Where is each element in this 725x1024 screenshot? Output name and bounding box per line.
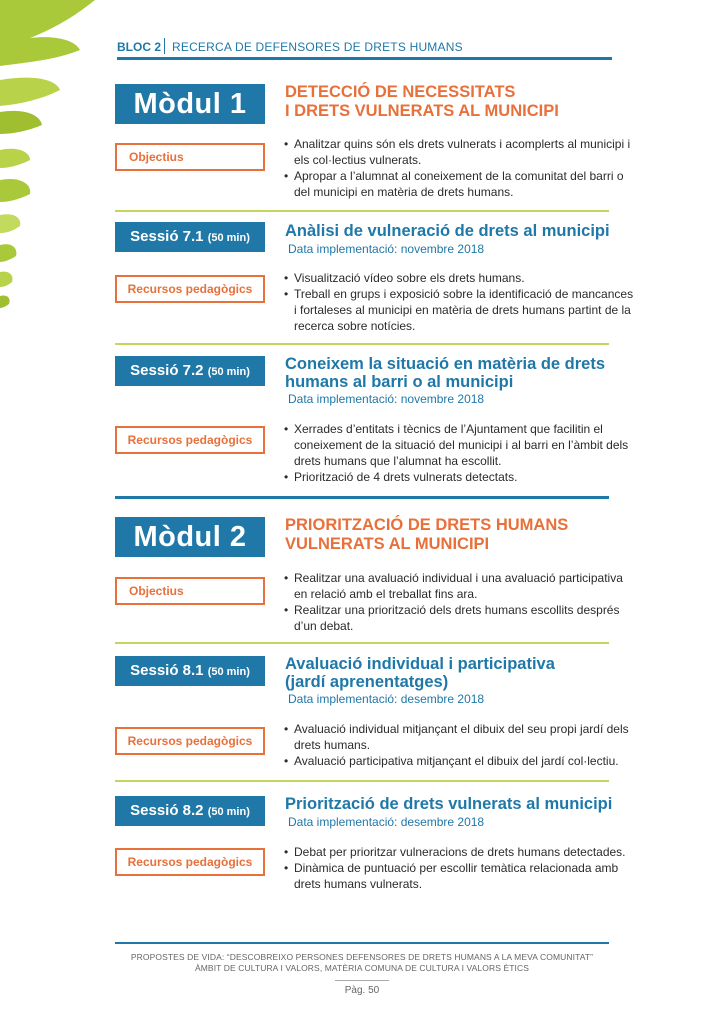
sessio-7-1-badge — [115, 222, 265, 252]
sessio-label: Sessió 7.1 — [130, 228, 204, 245]
section-divider — [115, 343, 609, 345]
modul-2-title-line2: VULNERATS AL MUNICIPI — [285, 535, 490, 553]
sessio-8-1-title-line2: (jardí aprenentatges) — [285, 673, 449, 691]
modul-1-badge: Mòdul 1 — [115, 84, 265, 124]
footer-line-1: PROPOSTES DE VIDA: “DESCOBREIXO PERSONES DEFENSORES DE DRETS HUMANS A LA MEVA COMUNITAT” — [130, 952, 594, 962]
sessio-8-2-recursos-label: Recursos pedagògics — [115, 848, 265, 876]
sessio-8-1-recursos-label: Recursos pedagògics — [115, 727, 265, 755]
list-item: • Avaluació individual mitjançant el dibuix del seu propi jardí dels drets humans. — [284, 721, 634, 753]
sessio-duration: (50 min) — [207, 806, 250, 818]
sessio-duration: (50 min) — [207, 666, 250, 678]
sessio-7-2-recursos-list — [284, 421, 634, 485]
sessio-7-1-title: Anàlisi de vulneració de drets al municipi — [285, 222, 610, 240]
sessio-duration: (50 min) — [207, 232, 250, 244]
list-item: • Analitzar quins són els drets vulnerats i acomplerts al municipi i els col·lectius vulnerats. — [284, 136, 634, 168]
sessio-8-1-badge — [115, 656, 265, 686]
sessio-label: Sessió 7.2 — [130, 362, 204, 379]
modul-1-title-line1: DETECCIÓ DE NECESSITATS — [285, 83, 516, 101]
list-item: • Xerrades d’entitats i tècnics de l’Ajuntament que facilitin el coneixement de la situació del municipi i al barri en l’àmbit dels drets humans que l’alumnat ha escollit. — [284, 421, 634, 469]
sessio-7-1-recursos-label: Recursos pedagògics — [115, 275, 265, 303]
list-item: • Realitzar una priorització dels drets humans escollits després d’un debat. — [284, 602, 634, 634]
list-item: • Apropar a l’alumnat al coneixement de la comunitat del barri o del municipi en matèria de drets humans. — [284, 168, 634, 200]
list-item: • Avaluació participativa mitjançant el dibuix del jardí col·lectiu. — [284, 753, 634, 769]
footer-rule — [115, 942, 609, 944]
sessio-7-2-title-line2: humans al barri o al municipi — [285, 373, 514, 391]
sessio-7-1-recursos-list — [284, 270, 634, 334]
sessio-7-2-date: Data implementació: novembre 2018 — [288, 392, 485, 406]
modul-2-objectius-label: Objectius — [115, 577, 265, 605]
modul-1-title-line2: I DRETS VULNERATS AL MUNICIPI — [285, 102, 559, 120]
sessio-8-1-title-line1: Avaluació individual i participativa — [285, 655, 555, 673]
footer-page-rule — [335, 980, 389, 981]
section-divider — [115, 642, 609, 644]
sessio-duration: (50 min) — [207, 366, 250, 378]
sessio-label: Sessió 8.2 — [130, 802, 204, 819]
list-item: • Dinàmica de puntuació per escollir temàtica relacionada amb drets humans vulnerats. — [284, 860, 634, 892]
modul-2-badge: Mòdul 2 — [115, 517, 265, 557]
sessio-7-2-badge — [115, 356, 265, 386]
bloc-label: BLOC 2 — [117, 40, 162, 54]
list-item: • Priorització de 4 drets vulnerats detectats. — [284, 469, 634, 485]
sessio-7-1-date: Data implementació: novembre 2018 — [288, 242, 485, 256]
footer-text — [115, 952, 609, 974]
page-number: Pàg. 50 — [344, 985, 380, 996]
modul-1-objectius-list — [284, 136, 634, 200]
section-divider — [115, 780, 609, 782]
footer-line-2: ÀMBIT DE CULTURA I VALORS, MATÈRIA COMUNA DE CULTURA I VALORS ÈTICS — [194, 963, 529, 973]
sessio-8-1-recursos-list — [284, 721, 634, 769]
sessio-8-1-date: Data implementació: desembre 2018 — [288, 692, 485, 706]
sessio-8-2-recursos-list — [284, 844, 634, 892]
sessio-8-2-title: Priorització de drets vulnerats al municipi — [285, 795, 613, 813]
modul-2-title-line1: PRIORITZACIÓ DE DRETS HUMANS — [285, 516, 569, 534]
list-item: • Treball en grups i exposició sobre la identificació de mancances i fortaleses al municipi en matèria de drets humans partint de la recerca sobre notícies. — [284, 286, 634, 334]
list-item: • Realitzar una avaluació individual i una avaluació participativa en relació amb el treballat fins ara. — [284, 570, 634, 602]
header-rule — [117, 57, 612, 60]
page-header — [117, 38, 612, 60]
sessio-label: Sessió 8.1 — [130, 662, 204, 679]
section-divider — [115, 210, 609, 212]
header-separator — [164, 38, 165, 54]
modul-2-objectius-list — [284, 570, 634, 634]
sessio-7-2-title-line1: Coneixem la situació en matèria de drets — [285, 355, 606, 373]
sessio-8-2-date: Data implementació: desembre 2018 — [288, 815, 485, 829]
modul-1-objectius-label: Objectius — [115, 143, 265, 171]
sessio-7-2-recursos-label: Recursos pedagògics — [115, 426, 265, 454]
list-item: • Visualització vídeo sobre els drets humans. — [284, 270, 634, 286]
module-divider — [115, 496, 609, 499]
leaf-decoration-icon — [0, 0, 115, 320]
header-title: RECERCA DE DEFENSORES DE DRETS HUMANS — [172, 40, 463, 54]
sessio-8-2-badge — [115, 796, 265, 826]
list-item: • Debat per prioritzar vulneracions de drets humans detectades. — [284, 844, 634, 860]
